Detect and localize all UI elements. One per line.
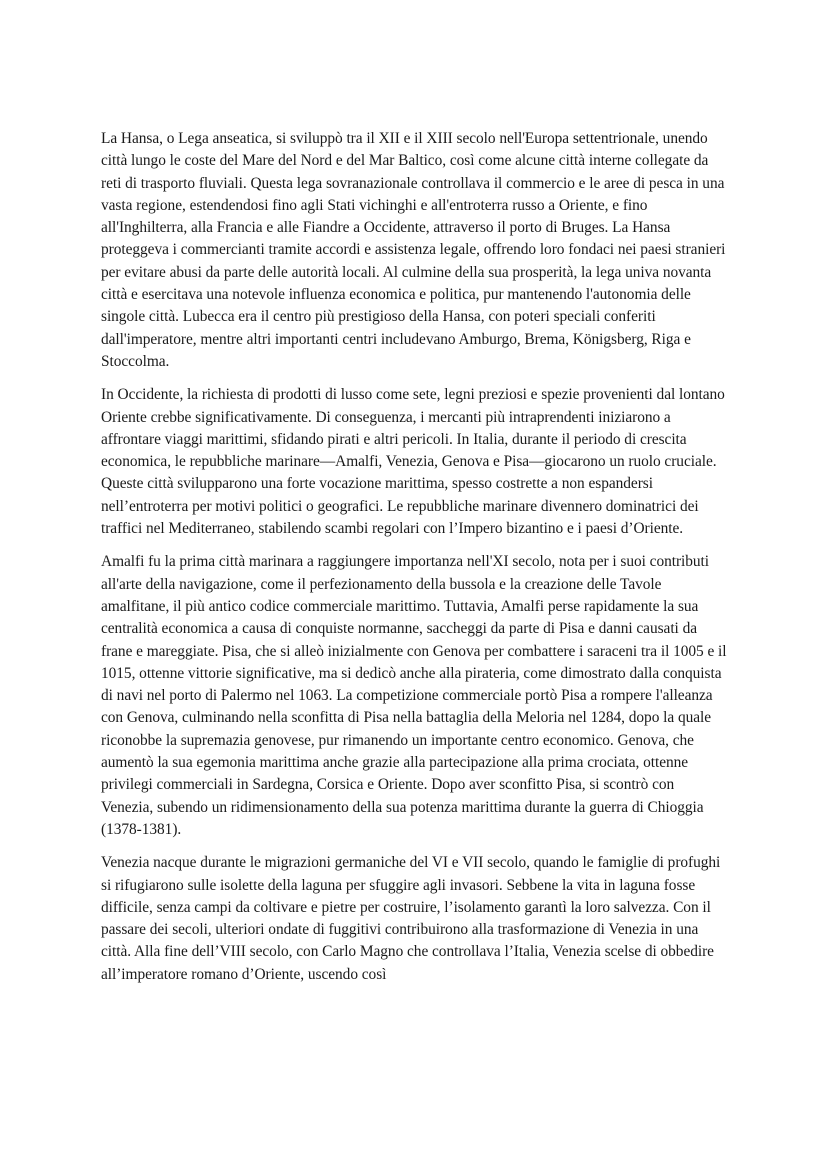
paragraph-hansa: La Hansa, o Lega anseatica, si sviluppò tra il XII e il XIII secolo nell'Europa settentrionale, unendo città lungo le coste del Mare del Nord e del Mar Baltico, così come alcune città interne collegate da reti di trasporto fluviali. Questa lega sovranazionale controllava il commercio e le aree di pesca in una vasta regione, estendendosi fino agli Stati vichinghi e all'entroterra russo a Oriente, e fino all'Inghilterra, alla Francia e alle Fiandre a Occidente, attraverso il porto di Bruges. La Hansa proteggeva i commercianti tramite accordi e assistenza legale, offrendo loro fondaci nei paesi stranieri per evitare abusi da parte delle autorità locali. Al culmine della sua prosperità, la lega univa novanta città e esercitava una notevole influenza economica e politica, pur mantenendo l'autonomia delle singole città. Lubecca era il centro più prestigioso della Hansa, con poteri speciali conferiti dall'imperatore, mentre altri importanti centri includevano Amburgo, Brema, Königsberg, Riga e Stoccolma. (101, 130, 726, 370)
document-body (101, 128, 727, 997)
paragraph-amalfi-pisa-genova: Amalfi fu la prima città marinara a raggiungere importanza nell'XI secolo, nota per i suoi contributi all'arte della navigazione, come il perfezionamento della bussola e la creazione delle Tavole amalfitane, il più antico codice commerciale marittimo. Tuttavia, Amalfi perse rapidamente la sua centralità economica a causa di conquiste normanne, saccheggi da parte di Pisa e danni causati da frane e mareggiate. Pisa, che si alleò inizialmente con Genova per combattere i saraceni tra il 1005 e il 1015, ottenne vittorie significative, ma si dedicò anche alla pirateria, come dimostrato dalla conquista di navi nel porto di Palermo nel 1063. La competizione commerciale portò Pisa a rompere l'alleanza con Genova, culminando nella sconfitta di Pisa nella battaglia della Meloria nel 1284, dopo la quale riconobbe la supremazia genovese, pur rimanendo un importante centro economico. Genova, che aumentò la sua egemonia marittima anche grazie alla partecipazione alla prima crociata, ottenne privilegi commerciali in Sardegna, Corsica e Oriente. Dopo aver sconfitto Pisa, si scontrò con Venezia, subendo un ridimensionamento della sua potenza marittima durante la guerra di Chioggia (1378-1381). (101, 553, 727, 838)
paragraph-occidente: In Occidente, la richiesta di prodotti di lusso come sete, legni preziosi e spezie provenienti dal lontano Oriente crebbe significativamente. Di conseguenza, i mercanti più intraprendenti iniziarono a affrontare viaggi marittimi, sfidando pirati e altri pericoli. In Italia, durante il periodo di crescita economica, le repubbliche marinare—Amalfi, Venezia, Genova e Pisa—giocarono un ruolo cruciale. Queste città svilupparono una forte vocazione marittima, spesso costrette a non espandersi nell’entroterra per motivi politici o geografici. Le repubbliche marinare divennero dominatrici dei traffici nel Mediterraneo, stabilendo scambi regolari con l’Impero bizantino e i paesi d’Oriente. (101, 386, 725, 538)
paragraph-venezia: Venezia nacque durante le migrazioni germaniche del VI e VII secolo, quando le famiglie di profughi si rifugiarono sulle isolette della laguna per sfuggire agli invasori. Sebbene la vita in laguna fosse difficile, senza campi da coltivare e pietre per costruire, l’isolamento garantì la loro salvezza. Con il passare dei secoli, ulteriori ondate di fuggitivi contribuirono alla trasformazione di Venezia in una città. Alla fine dell’VIII secolo, con Carlo Magno che controllava l’Italia, Venezia scelse di obbedire all’imperatore romano d’Oriente, uscendo così (101, 854, 721, 983)
